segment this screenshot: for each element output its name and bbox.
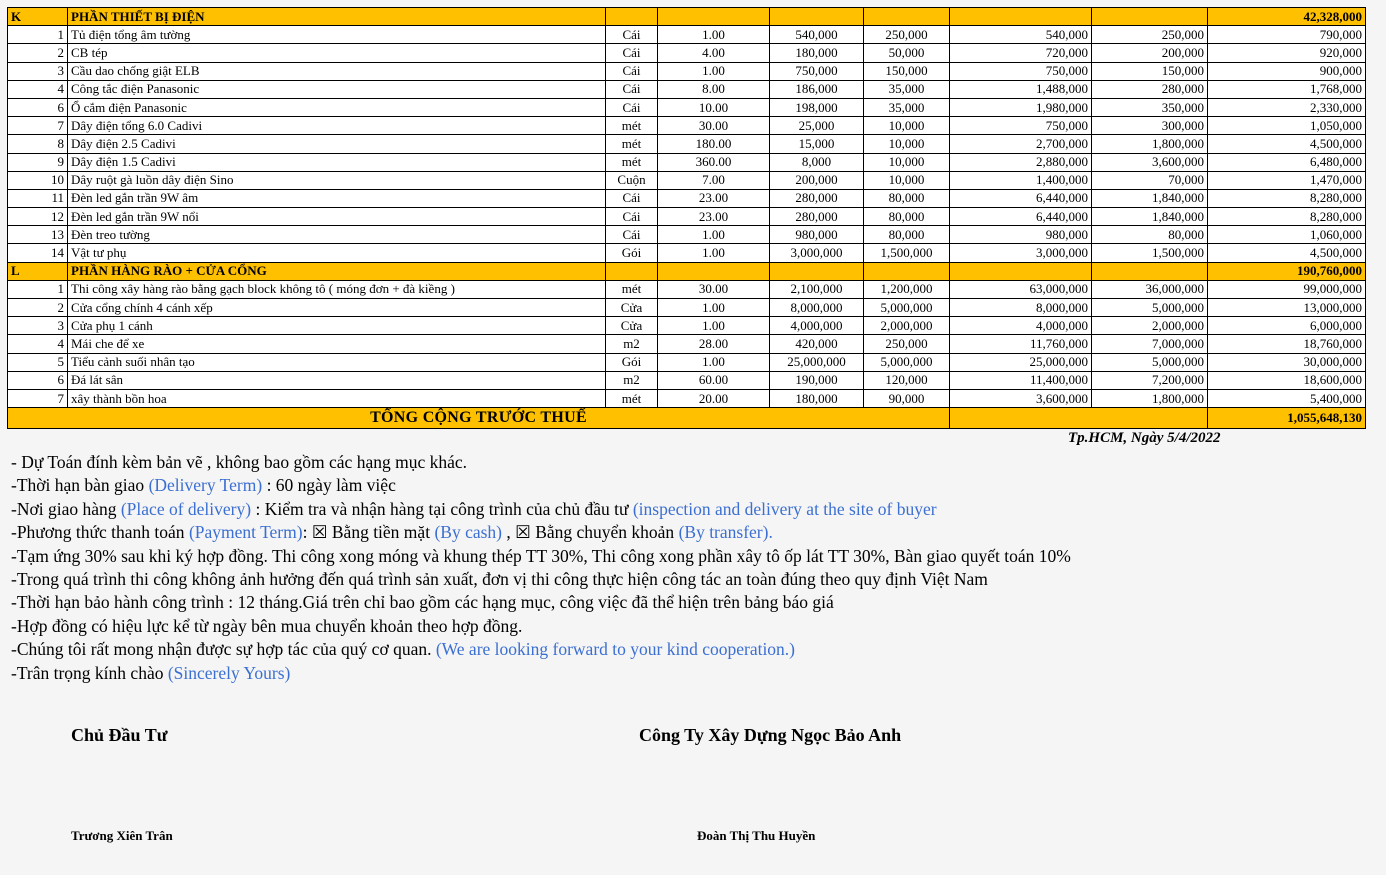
owner-title: Chủ Đầu Tư <box>71 725 168 745</box>
unit-price-labor: 10,000 <box>864 171 950 189</box>
item-total: 1,470,000 <box>1208 171 1366 189</box>
empty-cell <box>1092 8 1208 26</box>
table-row <box>8 335 1366 353</box>
table-row <box>8 189 1366 207</box>
amount-labor: 1,840,000 <box>1092 189 1208 207</box>
amount-labor: 70,000 <box>1092 171 1208 189</box>
amount-material: 4,000,000 <box>950 317 1092 335</box>
amount-labor: 7,200,000 <box>1092 371 1208 389</box>
item-unit: Cái <box>606 44 658 62</box>
item-total: 30,000,000 <box>1208 353 1366 371</box>
amount-labor: 2,000,000 <box>1092 317 1208 335</box>
unit-price-labor: 10,000 <box>864 117 950 135</box>
empty-cell <box>606 8 658 26</box>
item-name: Cửa phụ 1 cánh <box>68 317 606 335</box>
amount-material: 3,000,000 <box>950 244 1092 262</box>
note-safety: -Trong quá trình thi công không ảnh hưởng đến quá trình sản xuất, đơn vị thi công thực hiện công tác an toàn đúng theo quy định Việt Nam <box>11 569 988 590</box>
item-number: 1 <box>8 26 68 44</box>
item-number: 2 <box>8 44 68 62</box>
unit-price-material: 200,000 <box>770 171 864 189</box>
item-total: 1,060,000 <box>1208 226 1366 244</box>
unit-price-material: 25,000 <box>770 117 864 135</box>
table-row <box>8 244 1366 262</box>
item-quantity: 28.00 <box>658 335 770 353</box>
section-total: 42,328,000 <box>1208 8 1366 26</box>
item-total: 1,768,000 <box>1208 80 1366 98</box>
item-total: 920,000 <box>1208 44 1366 62</box>
empty-cell <box>770 8 864 26</box>
table-row <box>8 135 1366 153</box>
amount-labor: 150,000 <box>1092 62 1208 80</box>
unit-price-material: 15,000 <box>770 135 864 153</box>
item-unit: mét <box>606 153 658 171</box>
item-name: Tủ điện tổng âm tường <box>68 26 606 44</box>
item-quantity: 7.00 <box>658 171 770 189</box>
item-name: Đèn treo tường <box>68 226 606 244</box>
item-name: Dây điện 2.5 Cadivi <box>68 135 606 153</box>
amount-labor: 280,000 <box>1092 80 1208 98</box>
amount-material: 25,000,000 <box>950 353 1092 371</box>
amount-labor: 200,000 <box>1092 44 1208 62</box>
note-place-of-delivery: -Nơi giao hàng (Place of delivery) : Kiểm tra và nhận hàng tại công trình của chủ đầu tư (inspection and delivery at the site of buyer <box>11 498 937 519</box>
table-row <box>8 371 1366 389</box>
grand-total-label: TỔNG CỘNG TRƯỚC THUẾ <box>8 408 950 429</box>
empty-cell <box>864 262 950 280</box>
unit-price-material: 280,000 <box>770 189 864 207</box>
amount-material: 750,000 <box>950 62 1092 80</box>
item-quantity: 10.00 <box>658 98 770 116</box>
unit-price-labor: 1,200,000 <box>864 280 950 298</box>
table-row <box>8 171 1366 189</box>
grand-total-value: 1,055,648,130 <box>1208 408 1366 429</box>
item-unit: Cuộn <box>606 171 658 189</box>
table-row <box>8 353 1366 371</box>
item-quantity: 180.00 <box>658 135 770 153</box>
unit-price-material: 2,100,000 <box>770 280 864 298</box>
item-total: 8,280,000 <box>1208 208 1366 226</box>
empty-cell <box>658 262 770 280</box>
amount-material: 2,880,000 <box>950 153 1092 171</box>
item-name: Ổ cắm điện Panasonic <box>68 98 606 116</box>
item-unit: Cái <box>606 62 658 80</box>
unit-price-material: 3,000,000 <box>770 244 864 262</box>
amount-labor: 80,000 <box>1092 226 1208 244</box>
unit-price-material: 198,000 <box>770 98 864 116</box>
terms-notes <box>11 451 1071 685</box>
item-total: 790,000 <box>1208 26 1366 44</box>
amount-material: 6,440,000 <box>950 189 1092 207</box>
amount-material: 1,980,000 <box>950 98 1092 116</box>
item-quantity: 60.00 <box>658 371 770 389</box>
grand-total-row <box>8 408 1366 429</box>
unit-price-labor: 5,000,000 <box>864 299 950 317</box>
item-unit: m2 <box>606 371 658 389</box>
amount-labor: 300,000 <box>1092 117 1208 135</box>
item-quantity: 30.00 <box>658 117 770 135</box>
note-closing: -Trân trọng kính chào (Sincerely Yours) <box>11 662 291 683</box>
amount-material: 720,000 <box>950 44 1092 62</box>
item-unit: m2 <box>606 335 658 353</box>
item-quantity: 1.00 <box>658 26 770 44</box>
item-unit: Cái <box>606 26 658 44</box>
unit-price-material: 420,000 <box>770 335 864 353</box>
item-number: 14 <box>8 244 68 262</box>
quote-date: Tp.HCM, Ngày 5/4/2022 <box>1068 430 1221 446</box>
amount-material: 2,700,000 <box>950 135 1092 153</box>
item-name: Đèn led gắn trần 9W nổi <box>68 208 606 226</box>
item-unit: Cái <box>606 208 658 226</box>
section-header-row <box>8 8 1366 26</box>
amount-material: 6,440,000 <box>950 208 1092 226</box>
unit-price-labor: 150,000 <box>864 62 950 80</box>
item-name: Tiểu cảnh suối nhân tạo <box>68 353 606 371</box>
amount-material: 1,488,000 <box>950 80 1092 98</box>
item-unit: Cửa <box>606 299 658 317</box>
item-quantity: 8.00 <box>658 80 770 98</box>
item-name: Mái che để xe <box>68 335 606 353</box>
item-total: 5,400,000 <box>1208 389 1366 407</box>
item-quantity: 1.00 <box>658 62 770 80</box>
table-row <box>8 62 1366 80</box>
item-number: 8 <box>8 135 68 153</box>
note-advance-payment: -Tạm ứng 30% sau khi ký hợp đồng. Thi công xong móng và khung thép TT 30%, Thi công xong phần xây tô ốp lát TT 30%, Bàn giao quyết toán 10% <box>11 545 1071 566</box>
item-number: 5 <box>8 353 68 371</box>
item-quantity: 1.00 <box>658 353 770 371</box>
unit-price-labor: 250,000 <box>864 335 950 353</box>
item-unit: Cái <box>606 80 658 98</box>
item-name: Cầu dao chống giật ELB <box>68 62 606 80</box>
amount-labor: 5,000,000 <box>1092 353 1208 371</box>
item-number: 2 <box>8 299 68 317</box>
item-total: 2,330,000 <box>1208 98 1366 116</box>
table-row <box>8 26 1366 44</box>
amount-labor: 1,840,000 <box>1092 208 1208 226</box>
item-number: 7 <box>8 117 68 135</box>
empty-cell <box>950 262 1092 280</box>
note-warranty: -Thời hạn bảo hành công trình : 12 tháng.Giá trên chỉ bao gồm các hạng mục, công việc đã thể hiện trên bảng báo giá <box>11 592 834 613</box>
section-title: PHẦN HÀNG RÀO + CỬA CỔNG <box>68 262 606 280</box>
unit-price-labor: 250,000 <box>864 26 950 44</box>
empty-cell <box>950 8 1092 26</box>
item-number: 10 <box>8 171 68 189</box>
unit-price-material: 180,000 <box>770 389 864 407</box>
item-name: Cửa cổng chính 4 cánh xếp <box>68 299 606 317</box>
unit-price-material: 190,000 <box>770 371 864 389</box>
item-unit: Cái <box>606 98 658 116</box>
item-total: 900,000 <box>1208 62 1366 80</box>
item-quantity: 23.00 <box>658 208 770 226</box>
item-name: Vật tư phụ <box>68 244 606 262</box>
empty-cell <box>658 8 770 26</box>
item-number: 3 <box>8 62 68 80</box>
amount-material: 540,000 <box>950 26 1092 44</box>
item-number: 6 <box>8 371 68 389</box>
unit-price-material: 25,000,000 <box>770 353 864 371</box>
item-quantity: 1.00 <box>658 244 770 262</box>
amount-labor: 250,000 <box>1092 26 1208 44</box>
unit-price-labor: 80,000 <box>864 208 950 226</box>
amount-labor: 7,000,000 <box>1092 335 1208 353</box>
amount-labor: 1,500,000 <box>1092 244 1208 262</box>
item-quantity: 23.00 <box>658 189 770 207</box>
amount-material: 750,000 <box>950 117 1092 135</box>
unit-price-material: 180,000 <box>770 44 864 62</box>
table-row <box>8 208 1366 226</box>
unit-price-material: 186,000 <box>770 80 864 98</box>
estimate-table <box>7 7 1366 429</box>
amount-material: 3,600,000 <box>950 389 1092 407</box>
empty-cell <box>770 262 864 280</box>
item-total: 1,050,000 <box>1208 117 1366 135</box>
company-rep-name: Đoàn Thị Thu Huyền <box>697 828 816 843</box>
unit-price-labor: 120,000 <box>864 371 950 389</box>
amount-material: 8,000,000 <box>950 299 1092 317</box>
table-row <box>8 117 1366 135</box>
unit-price-labor: 1,500,000 <box>864 244 950 262</box>
item-name: Dây điện 1.5 Cadivi <box>68 153 606 171</box>
item-number: 12 <box>8 208 68 226</box>
item-name: Công tắc điện Panasonic <box>68 80 606 98</box>
item-total: 99,000,000 <box>1208 280 1366 298</box>
empty-cell <box>606 262 658 280</box>
item-quantity: 20.00 <box>658 389 770 407</box>
item-name: Đèn led gắn trần 9W âm <box>68 189 606 207</box>
amount-material: 11,760,000 <box>950 335 1092 353</box>
section-code: K <box>8 8 68 26</box>
table-row <box>8 98 1366 116</box>
unit-price-material: 8,000 <box>770 153 864 171</box>
unit-price-material: 4,000,000 <box>770 317 864 335</box>
amount-labor: 1,800,000 <box>1092 135 1208 153</box>
unit-price-labor: 90,000 <box>864 389 950 407</box>
note-scope: - Dự Toán đính kèm bản vẽ , không bao gồm các hạng mục khác. <box>11 452 468 472</box>
amount-labor: 350,000 <box>1092 98 1208 116</box>
note-delivery-term: -Thời hạn bàn giao (Delivery Term) : 60 ngày làm việc <box>11 475 396 496</box>
table-row <box>8 80 1366 98</box>
item-unit: mét <box>606 389 658 407</box>
table-row <box>8 153 1366 171</box>
item-total: 4,500,000 <box>1208 244 1366 262</box>
item-name: CB tép <box>68 44 606 62</box>
unit-price-material: 980,000 <box>770 226 864 244</box>
item-unit: Cửa <box>606 317 658 335</box>
item-total: 4,500,000 <box>1208 135 1366 153</box>
table-row <box>8 299 1366 317</box>
unit-price-labor: 80,000 <box>864 189 950 207</box>
amount-material: 63,000,000 <box>950 280 1092 298</box>
item-name: Dây ruột gà luồn dây điện Sino <box>68 171 606 189</box>
item-number: 13 <box>8 226 68 244</box>
item-number: 9 <box>8 153 68 171</box>
item-unit: mét <box>606 135 658 153</box>
item-number: 3 <box>8 317 68 335</box>
amount-labor: 1,800,000 <box>1092 389 1208 407</box>
table-row <box>8 317 1366 335</box>
empty-cell <box>864 8 950 26</box>
unit-price-labor: 10,000 <box>864 135 950 153</box>
note-payment-term: -Phương thức thanh toán (Payment Term): ☒ Bằng tiền mặt (By cash) , ☒ Bằng chuyển khoản (By transfer). <box>11 522 773 543</box>
unit-price-material: 8,000,000 <box>770 299 864 317</box>
item-unit: mét <box>606 280 658 298</box>
amount-material: 980,000 <box>950 226 1092 244</box>
table-row <box>8 44 1366 62</box>
item-number: 6 <box>8 98 68 116</box>
unit-price-material: 540,000 <box>770 26 864 44</box>
item-name: Đá lát sân <box>68 371 606 389</box>
item-unit: Cái <box>606 226 658 244</box>
item-total: 6,000,000 <box>1208 317 1366 335</box>
item-name: Dây điện tổng 6.0 Cadivi <box>68 117 606 135</box>
item-number: 1 <box>8 280 68 298</box>
unit-price-labor: 2,000,000 <box>864 317 950 335</box>
amount-material: 1,400,000 <box>950 171 1092 189</box>
item-number: 4 <box>8 335 68 353</box>
item-quantity: 1.00 <box>658 226 770 244</box>
note-contract-validity: -Hợp đồng có hiệu lực kể từ ngày bên mua chuyển khoản theo hợp đồng. <box>11 615 523 636</box>
empty-cell <box>1092 262 1208 280</box>
amount-labor: 3,600,000 <box>1092 153 1208 171</box>
item-quantity: 1.00 <box>658 317 770 335</box>
item-number: 11 <box>8 189 68 207</box>
item-total: 6,480,000 <box>1208 153 1366 171</box>
table-row <box>8 389 1366 407</box>
item-total: 8,280,000 <box>1208 189 1366 207</box>
table-row <box>8 226 1366 244</box>
section-title: PHẦN THIẾT BỊ ĐIỆN <box>68 8 606 26</box>
item-unit: Gói <box>606 244 658 262</box>
amount-material: 11,400,000 <box>950 371 1092 389</box>
amount-labor: 36,000,000 <box>1092 280 1208 298</box>
company-title: Công Ty Xây Dựng Ngọc Bảo Anh <box>639 725 902 745</box>
item-unit: mét <box>606 117 658 135</box>
note-cooperation: -Chúng tôi rất mong nhận được sự hợp tác của quý cơ quan. (We are looking forward to your kind cooperation.) <box>11 639 796 660</box>
unit-price-labor: 35,000 <box>864 98 950 116</box>
section-code: L <box>8 262 68 280</box>
item-unit: Gói <box>606 353 658 371</box>
item-unit: Cái <box>606 189 658 207</box>
amount-labor: 5,000,000 <box>1092 299 1208 317</box>
unit-price-labor: 10,000 <box>864 153 950 171</box>
item-total: 13,000,000 <box>1208 299 1366 317</box>
unit-price-labor: 80,000 <box>864 226 950 244</box>
section-header-row <box>8 262 1366 280</box>
item-quantity: 4.00 <box>658 44 770 62</box>
owner-name: Trương Xiên Trân <box>71 828 173 843</box>
unit-price-labor: 35,000 <box>864 80 950 98</box>
item-name: Thi công xây hàng rào bằng gạch block không tô ( móng đơn + đà kiềng ) <box>68 280 606 298</box>
unit-price-labor: 5,000,000 <box>864 353 950 371</box>
unit-price-labor: 50,000 <box>864 44 950 62</box>
unit-price-material: 750,000 <box>770 62 864 80</box>
item-total: 18,600,000 <box>1208 371 1366 389</box>
empty-cell <box>950 408 1208 429</box>
unit-price-material: 280,000 <box>770 208 864 226</box>
item-total: 18,760,000 <box>1208 335 1366 353</box>
item-quantity: 30.00 <box>658 280 770 298</box>
item-number: 7 <box>8 389 68 407</box>
item-number: 4 <box>8 80 68 98</box>
item-quantity: 360.00 <box>658 153 770 171</box>
item-name: xây thành bồn hoa <box>68 389 606 407</box>
table-row <box>8 280 1366 298</box>
section-total: 190,760,000 <box>1208 262 1366 280</box>
item-quantity: 1.00 <box>658 299 770 317</box>
